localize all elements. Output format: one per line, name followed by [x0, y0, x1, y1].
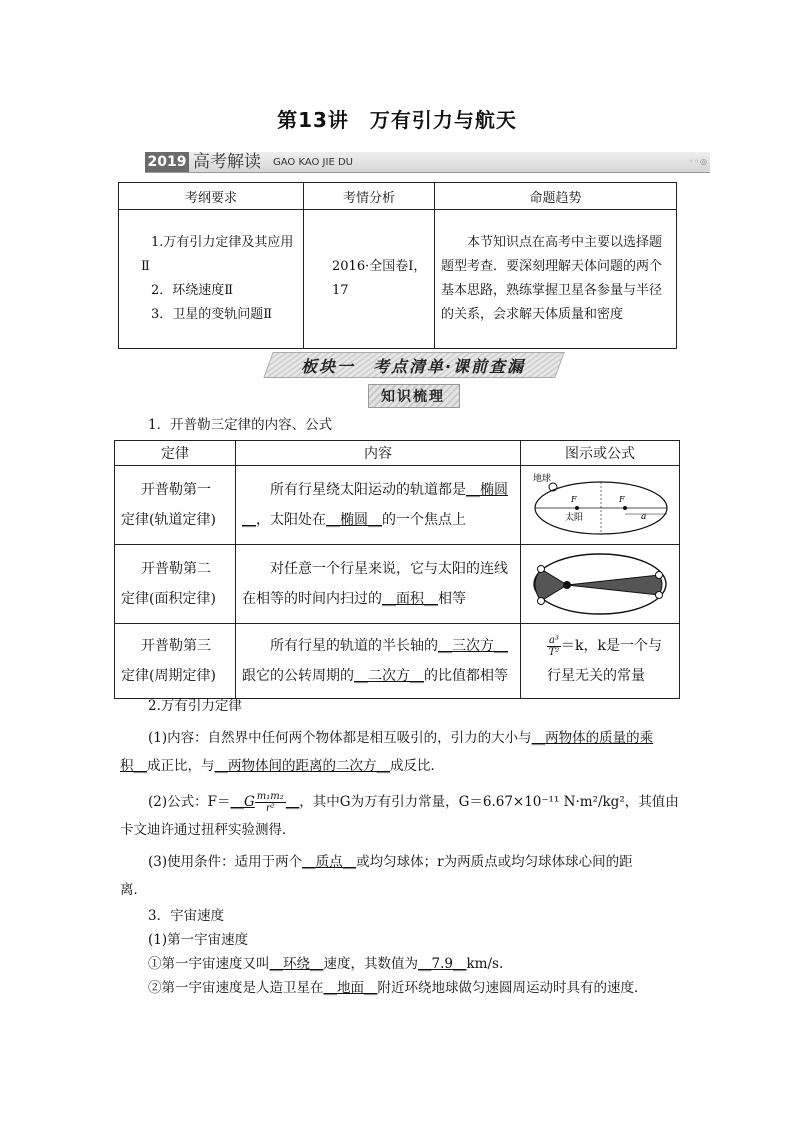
requirement-3: 3．卫星的变轨问题Ⅱ — [151, 307, 273, 322]
section-banner-text: 板块一 考点清单·课前查漏 — [300, 357, 526, 376]
page-title: 第13讲 万有引力与航天 — [277, 108, 517, 132]
exam-analysis: 2016·全国卷Ⅰ，17 — [304, 210, 435, 349]
kepler-heading: 1．开普勒三定律的内容、公式 — [148, 417, 333, 433]
gravitation-heading: 2.万有引力定律 — [148, 698, 242, 714]
kepler-header-law: 定律 — [115, 441, 236, 466]
svg-text:F: F — [619, 495, 625, 504]
gravitation-condition: (3)使用条件：适用于两个__质点__或均匀球体；r为两质点或均匀球体球心间的距 — [148, 854, 633, 870]
exam-header-requirements: 考纲要求 — [119, 183, 304, 210]
law2-content: 对任意一个行星来说，它与太阳的连线在相等的时间内扫过的__面积__相等 — [236, 545, 521, 624]
banner-zh: 高考解读 — [193, 152, 261, 172]
cosmic-heading: 3．宇宙速度 — [148, 908, 225, 924]
gravitation-content-cont: 积__成正比，与__两物体间的距离的二次方__成反比． — [120, 758, 444, 774]
area-law-diagram — [527, 549, 673, 619]
banner-en: GAO KAO JIE DU — [273, 157, 353, 168]
gaokao-banner — [145, 152, 710, 174]
kepler-header-content: 内容 — [236, 441, 521, 466]
svg-text:地球: 地球 — [533, 474, 552, 484]
cosmic-sub: (1)第一宇宙速度 — [148, 932, 249, 948]
law1-name: 开普勒第一 定律(轨道定律) — [115, 466, 236, 545]
exam-table — [118, 182, 677, 349]
law1-figure — [521, 466, 680, 545]
knowledge-label — [368, 384, 458, 406]
law3-content: 所有行星的轨道的半长轴的__三次方__跟它的公转周期的__二次方__的比值都相等 — [236, 624, 521, 699]
law3-name: 开普勒第三 定律(周期定律) — [115, 624, 236, 699]
cosmic-line-2: ②第一宇宙速度是人造卫星在__地面__附近环绕地球做匀速圆周运动时具有的速度． — [148, 980, 648, 996]
gravitation-section — [120, 692, 680, 904]
exam-header-analysis: 考情分析 — [304, 183, 435, 210]
gravitation-content: (1)内容：自然界中任何两个物体都是相互吸引的，引力的大小与__两物体的质量的乘 — [148, 730, 654, 746]
svg-text:F: F — [571, 495, 577, 504]
law3-formula: $\frac{\text{a³}}{\text{T²}}$ ＝k，k是一个与行星无关的常量 — [521, 624, 680, 699]
svg-text:太阳: 太阳 — [565, 513, 584, 523]
section-banner — [268, 352, 558, 378]
gravitation-condition-cont: 离． — [120, 882, 147, 898]
law2-name: 开普勒第二 定律(面积定律) — [115, 545, 236, 624]
law1-content: 所有行星绕太阳运动的轨道都是__椭圆__，太阳处在__椭圆__的一个焦点上 — [236, 466, 521, 545]
gravitation-formula-cont: 卡文迪许通过扭秤实验测得． — [120, 822, 296, 838]
cosmic-line-1: ①第一宇宙速度又叫__环绕__速度，其数值为__7.9__km/s. — [148, 956, 504, 972]
svg-text:a: a — [641, 512, 647, 522]
ellipse-orbit-diagram — [527, 472, 673, 538]
cosmic-section — [120, 904, 680, 1000]
knowledge-label-text: 知识梳理 — [381, 389, 445, 405]
law3-fraction: $\frac{\text{a³}}{\text{T²}}$ — [548, 634, 560, 658]
requirement-1: 1.万有引力定律及其应用Ⅱ — [141, 235, 294, 274]
banner-year: 2019 — [145, 152, 189, 172]
gravitation-formula: (2)公式：F＝__G $\frac{\text{m₁m₂}}{\text{r²}}$ __，其中G为万有引力常量，G＝6.67×10⁻¹¹ N·m²/kg²，其值由 — [148, 791, 679, 814]
requirement-2: 2．环绕速度Ⅱ — [151, 283, 234, 298]
exam-trend: 本节知识点在高考中主要以选择题题型考查．要深刻理解天体问题的两个基本思路，熟练掌握卫星各参量与半径的关系，会求解天体质量和密度 — [435, 210, 677, 349]
exam-requirements — [119, 210, 304, 349]
kepler-header-figure: 图示或公式 — [521, 441, 680, 466]
banner-dots: ◦◦◎ — [688, 157, 708, 166]
kepler-table — [114, 440, 680, 699]
law2-figure — [521, 545, 680, 624]
exam-header-trend: 命题趋势 — [435, 183, 677, 210]
